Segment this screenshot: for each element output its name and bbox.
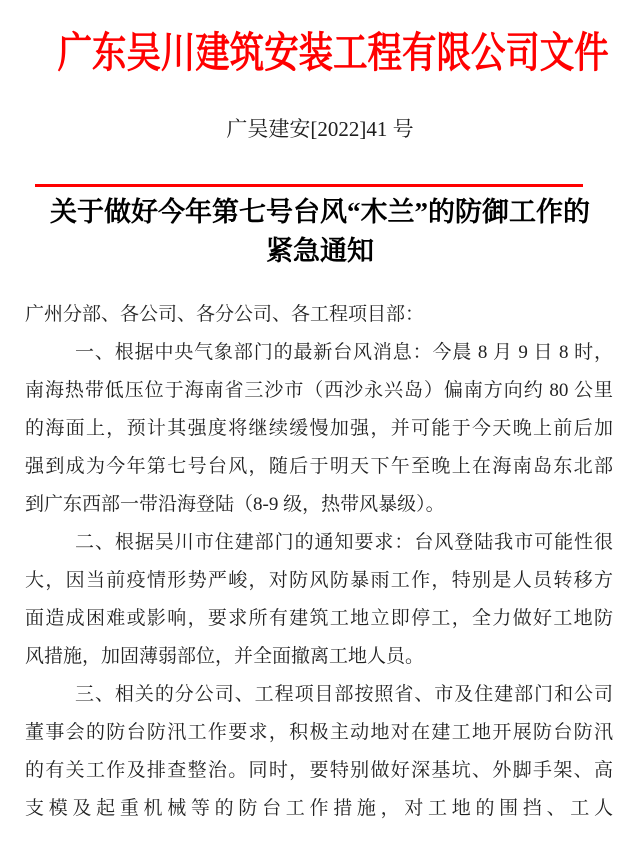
salutation: 广州分部、各公司、各分公司、各工程项目部： [25,304,425,325]
notice-title-line2: 紧急通知 [266,236,374,266]
body-line: 支模及起重机械等的防台工作措施，对工地的围挡、工人 [25,798,613,819]
body-line: 三、相关的分公司、工程项目部按照省、市及住建部门和公司 [75,684,613,705]
document-number: 广吴建安[2022]41 号 [226,117,414,141]
body-line: 强到成为今年第七号台风，随后于明天下午至晚上在海南岛东北部 [25,456,613,477]
body-line: 大，因当前疫情形势严峻，对防风防暴雨工作，特别是人员转移方 [25,570,613,591]
body-line: 的有关工作及排查整治。同时，要特别做好深基坑、外脚手架、高 [25,760,613,781]
body-line: 面造成困难或影响，要求所有建筑工地立即停工，全力做好工地防 [25,608,613,629]
body-line: 二、根据吴川市住建部门的通知要求：台风登陆我市可能性很 [75,532,613,553]
separator-line [35,184,583,187]
body-line: 风措施，加固薄弱部位，并全面撤离工地人员。 [25,646,425,667]
notice-body [0,296,640,828]
body-line: 董事会的防台防汛工作要求，积极主动地对在建工地开展防台防汛 [25,722,613,743]
letterhead-title: 广东吴川建筑安装工程有限公司文件 [57,31,609,77]
body-line: 到广东西部一带沿海登陆（8-9 级，热带风暴级）。 [25,494,445,515]
notice-title-line1: 关于做好今年第七号台风“木兰”的防御工作的 [50,197,590,227]
body-line: 一、根据中央气象部门的最新台风消息：今晨 8 月 9 日 8 时， [75,342,613,363]
body-line: 南海热带低压位于海南省三沙市（西沙永兴岛）偏南方向约 80 公里 [25,380,613,401]
notice-title [0,193,640,271]
body-line: 的海面上，预计其强度将继续缓慢加强，并可能于今天晚上前后加 [25,418,613,439]
